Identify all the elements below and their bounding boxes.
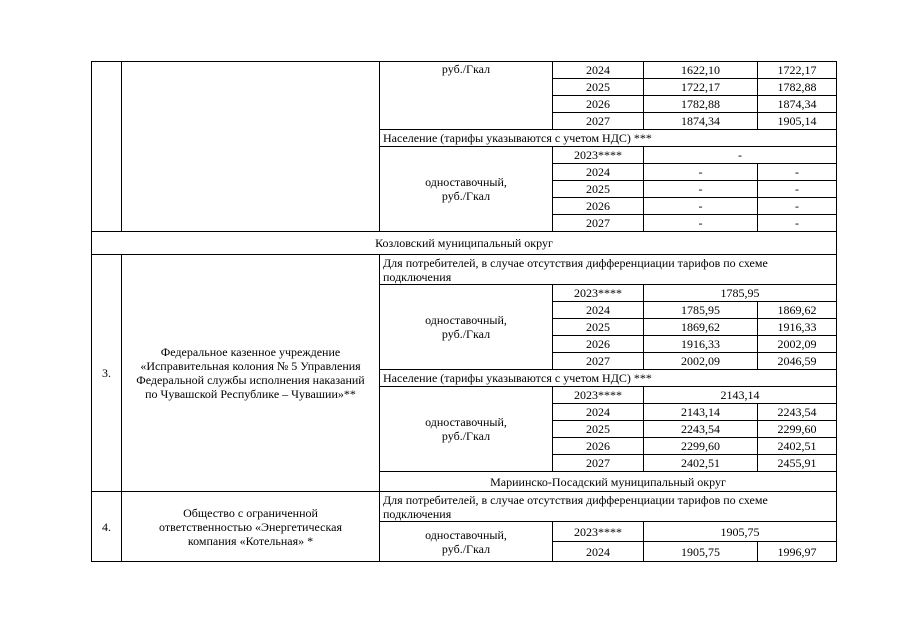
value-cell: -: [758, 181, 837, 198]
district-header: Козловский муниципальный округ: [92, 232, 837, 255]
value-cell: 2402,51: [758, 438, 837, 455]
tariff-type-line: руб./Гкал: [441, 429, 491, 443]
year-cell: 2025: [553, 181, 644, 198]
value-cell: 1782,88: [758, 79, 837, 96]
tariff-table: [91, 61, 837, 562]
unit-cell: руб./Гкал: [380, 62, 553, 130]
value-cell: 2402,51: [644, 455, 758, 472]
value-cell: 1785,95: [644, 285, 837, 302]
value-cell: 1905,75: [644, 542, 758, 562]
table-row: [92, 232, 837, 255]
value-cell: 1916,33: [758, 319, 837, 336]
consumers-header: Для потребителей, в случае отсутствия дифференциации тарифов по схеме подключения: [380, 255, 837, 285]
value-cell: -: [644, 215, 758, 232]
year-cell: 2026: [553, 198, 644, 215]
value-cell: 2243,54: [644, 421, 758, 438]
table-row: [92, 255, 837, 285]
tariff-type-line: руб./Гкал: [441, 189, 491, 203]
tariff-type-cell: [380, 285, 553, 370]
organization-name-line: компания «Котельная» *: [187, 533, 314, 548]
tariff-type-line: руб./Гкал: [441, 327, 491, 341]
year-cell: 2027: [553, 113, 644, 130]
value-cell: -: [644, 198, 758, 215]
value-cell: 2299,60: [644, 438, 758, 455]
organization-name-line: ответственностью «Энергетическая: [159, 519, 342, 534]
organization-name-line: «Исправительная колония № 5 Управления: [140, 359, 361, 373]
value-cell: 2243,54: [758, 404, 837, 421]
value-cell: 1782,88: [644, 96, 758, 113]
year-cell: 2026: [553, 96, 644, 113]
population-header: Население (тарифы указываются с учетом НДС) ***: [380, 130, 837, 147]
value-cell: 2455,91: [758, 455, 837, 472]
value-cell: 2002,09: [758, 336, 837, 353]
year-cell: 2025: [553, 79, 644, 96]
tariff-type-cell: [380, 387, 553, 472]
year-cell: 2023****: [553, 522, 644, 542]
organization-name-line: Федеральное казенное учреждение: [160, 345, 341, 359]
tariff-type-cell: [380, 522, 553, 562]
value-cell: 2002,09: [644, 353, 758, 370]
year-cell: 2024: [553, 62, 644, 79]
table-row: [92, 492, 837, 522]
value-cell: -: [758, 198, 837, 215]
table-row: [92, 62, 837, 79]
population-header: Население (тарифы указываются с учетом НДС) ***: [380, 370, 837, 387]
value-cell: 1722,17: [644, 79, 758, 96]
value-cell: -: [644, 147, 837, 164]
value-cell: -: [758, 164, 837, 181]
year-cell: 2024: [553, 302, 644, 319]
value-cell: 1905,75: [644, 522, 837, 542]
year-cell: 2027: [553, 455, 644, 472]
row-number-cell: [92, 62, 122, 232]
year-cell: 2027: [553, 215, 644, 232]
tariff-type-line: руб./Гкал: [441, 541, 491, 556]
value-cell: -: [644, 164, 758, 181]
tariff-type-line: одноставочный,: [425, 175, 507, 189]
value-cell: 2143,14: [644, 404, 758, 421]
value-cell: 1869,62: [644, 319, 758, 336]
organization-name-cell: [122, 492, 380, 562]
value-cell: 1874,34: [758, 96, 837, 113]
year-cell: 2026: [553, 336, 644, 353]
district-header: Мариинско-Посадский муниципальный округ: [380, 472, 837, 492]
year-cell: 2023****: [553, 387, 644, 404]
value-cell: 2299,60: [758, 421, 837, 438]
organization-name-line: Федеральной службы исполнения наказаний: [136, 373, 365, 387]
value-cell: 2143,14: [644, 387, 837, 404]
year-cell: 2025: [553, 421, 644, 438]
organization-name-line: по Чувашской Республике – Чувашии»**: [145, 387, 356, 401]
value-cell: -: [758, 215, 837, 232]
value-cell: -: [644, 181, 758, 198]
value-cell: 1785,95: [644, 302, 758, 319]
year-cell: 2023****: [553, 285, 644, 302]
year-cell: 2024: [553, 164, 644, 181]
tariff-type-cell: [380, 147, 553, 232]
consumers-header: Для потребителей, в случае отсутствия дифференциации тарифов по схеме подключения: [380, 492, 837, 522]
value-cell: 1622,10: [644, 62, 758, 79]
year-cell: 2027: [553, 353, 644, 370]
value-cell: 1996,97: [758, 542, 837, 562]
value-cell: 1905,14: [758, 113, 837, 130]
organization-name-cell: [122, 255, 380, 492]
tariff-type-line: одноставочный,: [425, 527, 507, 542]
year-cell: 2024: [553, 542, 644, 562]
value-cell: 1916,33: [644, 336, 758, 353]
value-cell: 1874,34: [644, 113, 758, 130]
row-number-cell: 3.: [92, 255, 122, 492]
value-cell: 1869,62: [758, 302, 837, 319]
tariff-type-line: одноставочный,: [425, 415, 507, 429]
year-cell: 2026: [553, 438, 644, 455]
organization-name-line: Общество с ограниченной: [183, 505, 318, 520]
year-cell: 2024: [553, 404, 644, 421]
organization-name-cell: [122, 62, 380, 232]
tariff-type-line: одноставочный,: [425, 313, 507, 327]
year-cell: 2025: [553, 319, 644, 336]
year-cell: 2023****: [553, 147, 644, 164]
row-number-cell: 4.: [92, 492, 122, 562]
value-cell: 2046,59: [758, 353, 837, 370]
value-cell: 1722,17: [758, 62, 837, 79]
